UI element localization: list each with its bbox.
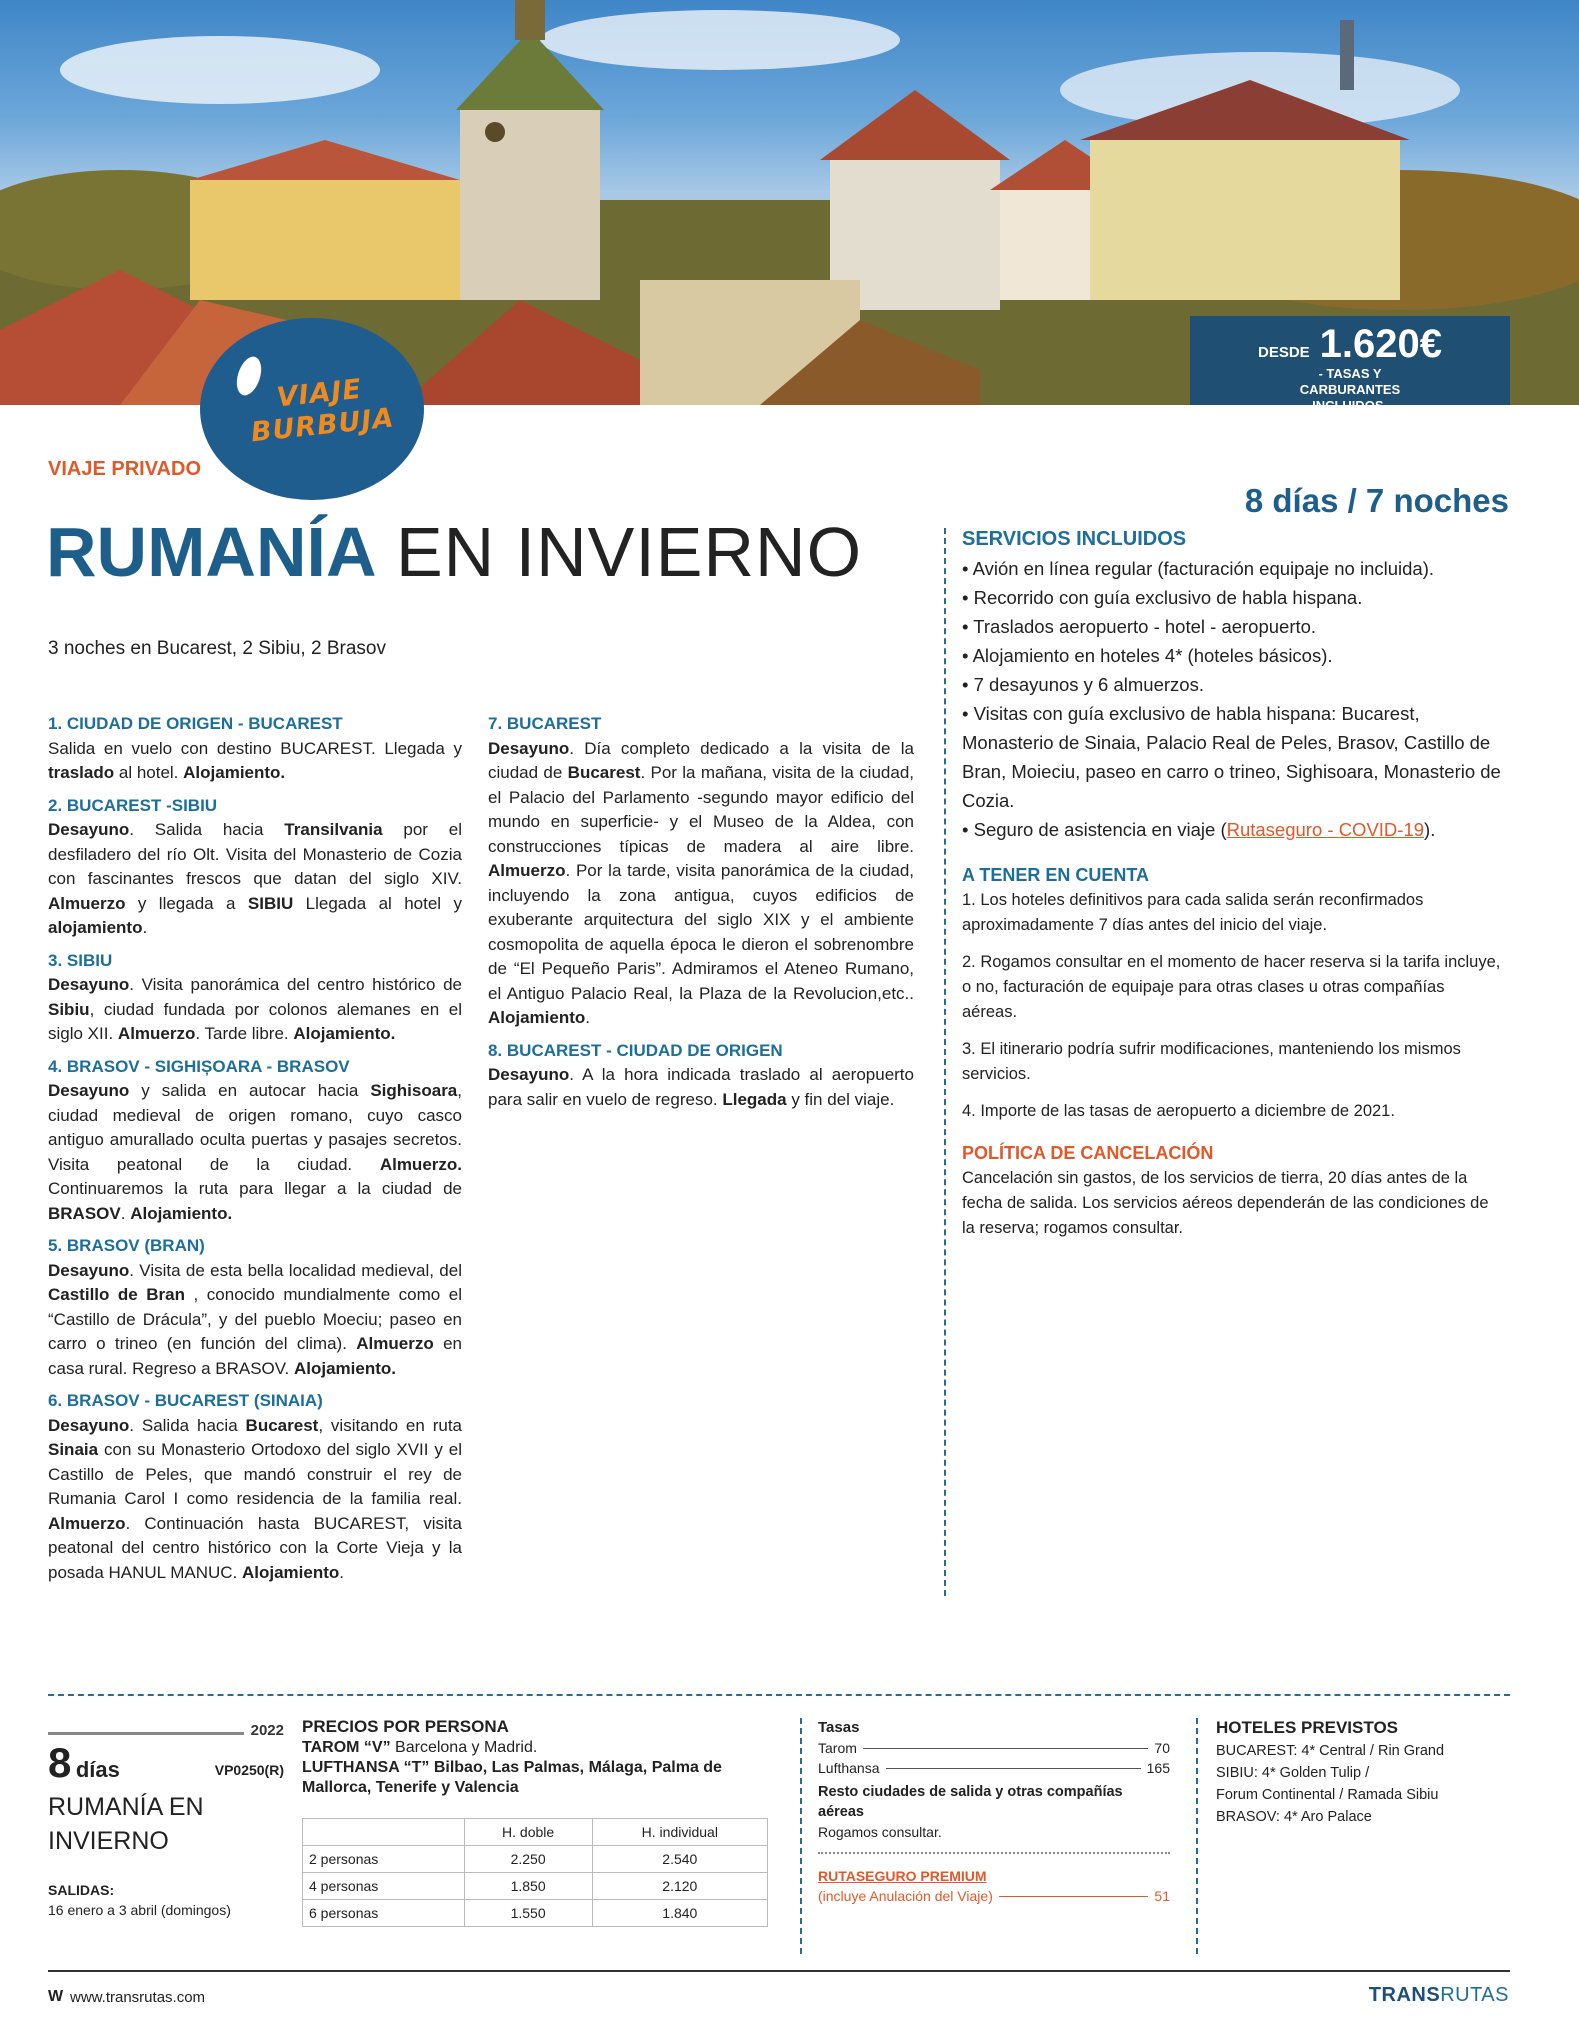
info-column bbox=[962, 524, 1502, 1241]
itinerary-day-6: 6. BRASOV - BUCAREST (SINAIA) Desayuno. Salida hacia Bucarest, visitando en ruta Sinaia con su Monasterio Ortodoxo del siglo XVII y el Castillo de Peles, que mandó construir el rey de Rumania Carol I como residencia de la familia real. Almuerzo. Continuación hasta BUCAREST, visita peatonal del centro histórico con la Corte Vieja y la posada HANUL MANUC. Alojamiento. bbox=[48, 1391, 462, 1582]
page-subtitle: 3 noches en Bucarest, 2 Sibiu, 2 Brasov bbox=[48, 638, 386, 659]
table-header-row bbox=[303, 1819, 768, 1846]
trip-type-label: VIAJE PRIVADO bbox=[48, 458, 201, 480]
table-header: H. doble bbox=[464, 1819, 592, 1846]
itinerary-day-2: 2. BUCAREST -SIBIU Desayuno. Salida hacia Transilvania por el desfiladero del río Olt. Visita del Monasterio de Cozia con fascinantes frescos que datan del siglo XIV. Almuerzo y llegada a SIBIU Llegada al hotel y alojamiento. bbox=[48, 795, 462, 937]
tener-item: 1. Los hoteles definitivos para cada salida serán reconfirmados aproximadamente 7 días antes del inicio del viaje. bbox=[962, 891, 1424, 934]
footer-rule bbox=[48, 1970, 1510, 1972]
tener-item: 3. El itinerario podría sufrir modificaciones, manteniendo los mismos servicios. bbox=[962, 1040, 1461, 1083]
badge-text: VIAJE BURBUJA bbox=[249, 373, 396, 449]
title-bold: RUMANÍA bbox=[46, 513, 377, 591]
service-item: • Seguro de asistencia en viaje (Rutaseguro - COVID-19). bbox=[962, 819, 1436, 840]
itinerary-day-7: 7. BUCAREST Desayuno. Día completo dedicado a la visita de la ciudad de Bucarest. Por la mañana, visita de la ciudad, el Palacio del Parlamento -segundo mayor edificio del mundo en superficie- y el Museo de la Aldea, con construcciones típicas de madera al aire libre. Almuerzo. Por la tarde, visita panorámica de la ciudad, incluyendo la zona antigua, cuyos edificios de exuberante arquitectura del siglo XIX y el ambiente cosmopolita de aquella época le dieron el sobrenombre de “El Pequeño Paris”. Admiramos el Ateneo Rumano, el Antiguo Palacio Real, la Plaza de la Revolucion,etc.. Alojamiento. bbox=[488, 714, 914, 1027]
service-item: • Recorrido con guía exclusivo de habla hispana. bbox=[962, 587, 1363, 608]
table-cell: 2.120 bbox=[592, 1873, 767, 1900]
hotel-line: Forum Continental / Ramada Sibiu bbox=[1216, 1787, 1439, 1803]
column-divider bbox=[1196, 1718, 1198, 1954]
column-divider bbox=[800, 1718, 802, 1954]
price-note: - TASAS Y CARBURANTES INCLUIDOS- bbox=[1299, 366, 1401, 413]
table-cell: 2.540 bbox=[592, 1846, 767, 1873]
price-desde: DESDE bbox=[1257, 344, 1310, 361]
hotels-title: HOTELES PREVISTOS bbox=[1216, 1718, 1399, 1737]
hotel-line: SIBIU: 4* Golden Tulip / bbox=[1216, 1765, 1370, 1781]
trip-card bbox=[48, 1722, 284, 1922]
service-item: • Visitas con guía exclusivo de habla hispana: Bucarest, Monasterio de Sinaia, Palacio Real de Peles, Brasov, Castillo de Bran, Moieciu, paseo en carro o trineo, Sighisoara, Monasterio de Cozia. bbox=[962, 703, 1501, 811]
page-title bbox=[46, 510, 862, 594]
card-days-label: días bbox=[75, 1757, 120, 1782]
prices-table bbox=[302, 1818, 768, 1927]
table-cell: 4 personas bbox=[303, 1873, 465, 1900]
table-cell: 1.550 bbox=[464, 1900, 592, 1927]
tax-row-lufthansa: Lufthansa 165 bbox=[818, 1760, 1170, 1776]
card-days bbox=[48, 1740, 120, 1786]
itinerary-day-8: 8. BUCAREST - CIUDAD DE ORIGEN Desayuno. A la hora indicada traslado al aeropuerto para salir en vuelo de regreso. Llegada y fin del viaje. bbox=[488, 1040, 914, 1109]
table-cell: 2 personas bbox=[303, 1846, 465, 1873]
day-title: 6. BRASOV - BUCAREST (SINAIA) bbox=[48, 1391, 323, 1410]
table-header bbox=[303, 1819, 465, 1846]
services-title: SERVICIOS INCLUIDOS bbox=[962, 528, 1187, 550]
table-cell: 6 personas bbox=[303, 1900, 465, 1927]
salidas-value: 16 enero a 3 abril (domingos) bbox=[48, 1902, 231, 1918]
card-days-number: 8 bbox=[48, 1739, 72, 1786]
itinerary-day-3: 3. SIBIU Desayuno. Visita panorámica del centro histórico de Sibiu, ciudad fundada por colonos alemanes en el siglo XII. Almuerzo. Tarde libre. Alojamiento. bbox=[48, 950, 462, 1043]
hotels-section bbox=[1216, 1716, 1506, 1828]
section-divider bbox=[48, 1694, 1510, 1696]
tener-title: A TENER EN CUENTA bbox=[962, 865, 1150, 885]
tener-item: 4. Importe de las tasas de aeropuerto a diciembre de 2021. bbox=[962, 1102, 1395, 1120]
day-title: 2. BUCAREST -SIBIU bbox=[48, 795, 218, 815]
prices-title: PRECIOS POR PERSONA bbox=[302, 1717, 509, 1736]
cancel-title: POLÍTICA DE CANCELACIÓN bbox=[962, 1143, 1214, 1163]
service-item: • Traslados aeropuerto - hotel - aeropuerto. bbox=[962, 616, 1317, 637]
card-trip-name: RUMANÍA EN INVIERNO bbox=[48, 1793, 204, 1855]
table-row bbox=[303, 1873, 768, 1900]
resto-title: Resto ciudades de salida y otras compañías aéreas bbox=[818, 1784, 1123, 1820]
table-cell: 1.840 bbox=[592, 1900, 767, 1927]
card-rule bbox=[48, 1732, 244, 1735]
tax-row-tarom: Tarom 70 bbox=[818, 1740, 1170, 1756]
day-title: 3. SIBIU bbox=[48, 950, 113, 970]
separator bbox=[818, 1852, 1170, 1854]
table-row bbox=[303, 1900, 768, 1927]
day-title: 1. CIUDAD DE ORIGEN - BUCAREST bbox=[48, 714, 343, 733]
prices-tarom: TAROM “V” Barcelona y Madrid. bbox=[302, 1739, 538, 1756]
rutaseguro-link[interactable]: Rutaseguro - COVID-19 bbox=[1226, 819, 1425, 840]
itinerary-day-5: 5. BRASOV (BRAN) Desayuno. Visita de esta bella localidad medieval, del Castillo de Bran , conocido mundialmente como el “Castillo de Drácula”, y del pueblo Moeciu; paseo en carro o trineo (en función del clima). Almuerzo en casa rural. Regreso a BRASOV. Alojamiento. bbox=[48, 1236, 462, 1378]
prices-section bbox=[302, 1716, 772, 1927]
itinerary-column-2 bbox=[488, 712, 914, 1120]
price-box bbox=[1190, 316, 1510, 413]
cancel-text: Cancelación sin gastos, de los servicios de tierra, 20 días antes de la fecha de salida. Los servicios aéreos dependerán de las condiciones de la reserva; rogamos consultar. bbox=[962, 1169, 1489, 1237]
hotel-line: BRASOV: 4* Aro Palace bbox=[1216, 1809, 1372, 1825]
salidas-label: SALIDAS: bbox=[48, 1882, 115, 1898]
brand-logo: TRANSRUTAS bbox=[1368, 1984, 1509, 2006]
tener-list bbox=[962, 888, 1502, 1124]
price-amount: 1.620€ bbox=[1319, 322, 1443, 366]
day-title: 5. BRASOV (BRAN) bbox=[48, 1236, 205, 1255]
hotel-line: BUCAREST: 4* Central / Rin Grand bbox=[1216, 1743, 1445, 1759]
table-cell: 2.250 bbox=[464, 1846, 592, 1873]
table-cell: 1.850 bbox=[464, 1873, 592, 1900]
service-item: • Avión en línea regular (facturación equipaje no incluida). bbox=[962, 558, 1435, 579]
rutaseguro-row: (incluye Anulación del Viaje) 51 bbox=[818, 1888, 1170, 1904]
card-code: VP0250(R) bbox=[214, 1762, 284, 1778]
taxes-title: Tasas bbox=[818, 1719, 860, 1736]
trip-duration: 8 días / 7 noches bbox=[1244, 482, 1509, 519]
viaje-burbuja-badge bbox=[200, 318, 424, 500]
itinerary-day-4: 4. BRASOV - SIGHIȘOARA - BRASOV Desayuno y salida en autocar hacia Sighisoara, ciudad medieval de origen romano, cuyo casco antiguo amurallado oculta puertas y pasajes secretos. Visita peatonal de la ciudad. Almuerzo. Continuaremos la ruta para llegar a la ciudad de BRASOV. Alojamiento. bbox=[48, 1056, 462, 1223]
itinerary-day-1: 1. CIUDAD DE ORIGEN - BUCAREST Salida en vuelo con destino BUCAREST. Llegada y traslado al hotel. Alojamiento. bbox=[48, 714, 462, 782]
prices-lufthansa: LUFTHANSA “T” Bilbao, Las Palmas, Málaga, Palma de Mallorca, Tenerife y Valencia bbox=[302, 1759, 722, 1796]
tener-item: 2. Rogamos consultar en el momento de hacer reserva si la tarifa incluye, o no, facturación de equipaje para otras clases u otras compañías aéreas. bbox=[962, 953, 1501, 1021]
taxes-section bbox=[818, 1718, 1170, 1906]
day-title: 4. BRASOV - SIGHIȘOARA - BRASOV bbox=[48, 1056, 350, 1076]
service-item: • 7 desayunos y 6 almuerzos. bbox=[962, 674, 1204, 695]
website-link[interactable]: www.transrutas.com bbox=[70, 1989, 206, 2006]
day-title: 7. BUCAREST bbox=[488, 714, 602, 733]
services-list bbox=[962, 554, 1502, 844]
itinerary-column-1 bbox=[48, 712, 462, 1593]
title-light: EN INVIERNO bbox=[395, 513, 863, 591]
web-icon: W bbox=[48, 1988, 64, 2005]
table-header: H. individual bbox=[592, 1819, 767, 1846]
column-divider bbox=[944, 528, 946, 1596]
card-year: 2022 bbox=[250, 1722, 284, 1739]
day-title: 8. BUCAREST - CIUDAD DE ORIGEN bbox=[488, 1040, 783, 1060]
resto-text: Rogamos consultar. bbox=[818, 1824, 942, 1840]
rutaseguro-title: RUTASEGURO PREMIUM bbox=[818, 1868, 987, 1884]
service-item: • Alojamiento en hoteles 4* (hoteles básicos). bbox=[962, 645, 1333, 666]
table-row bbox=[303, 1846, 768, 1873]
